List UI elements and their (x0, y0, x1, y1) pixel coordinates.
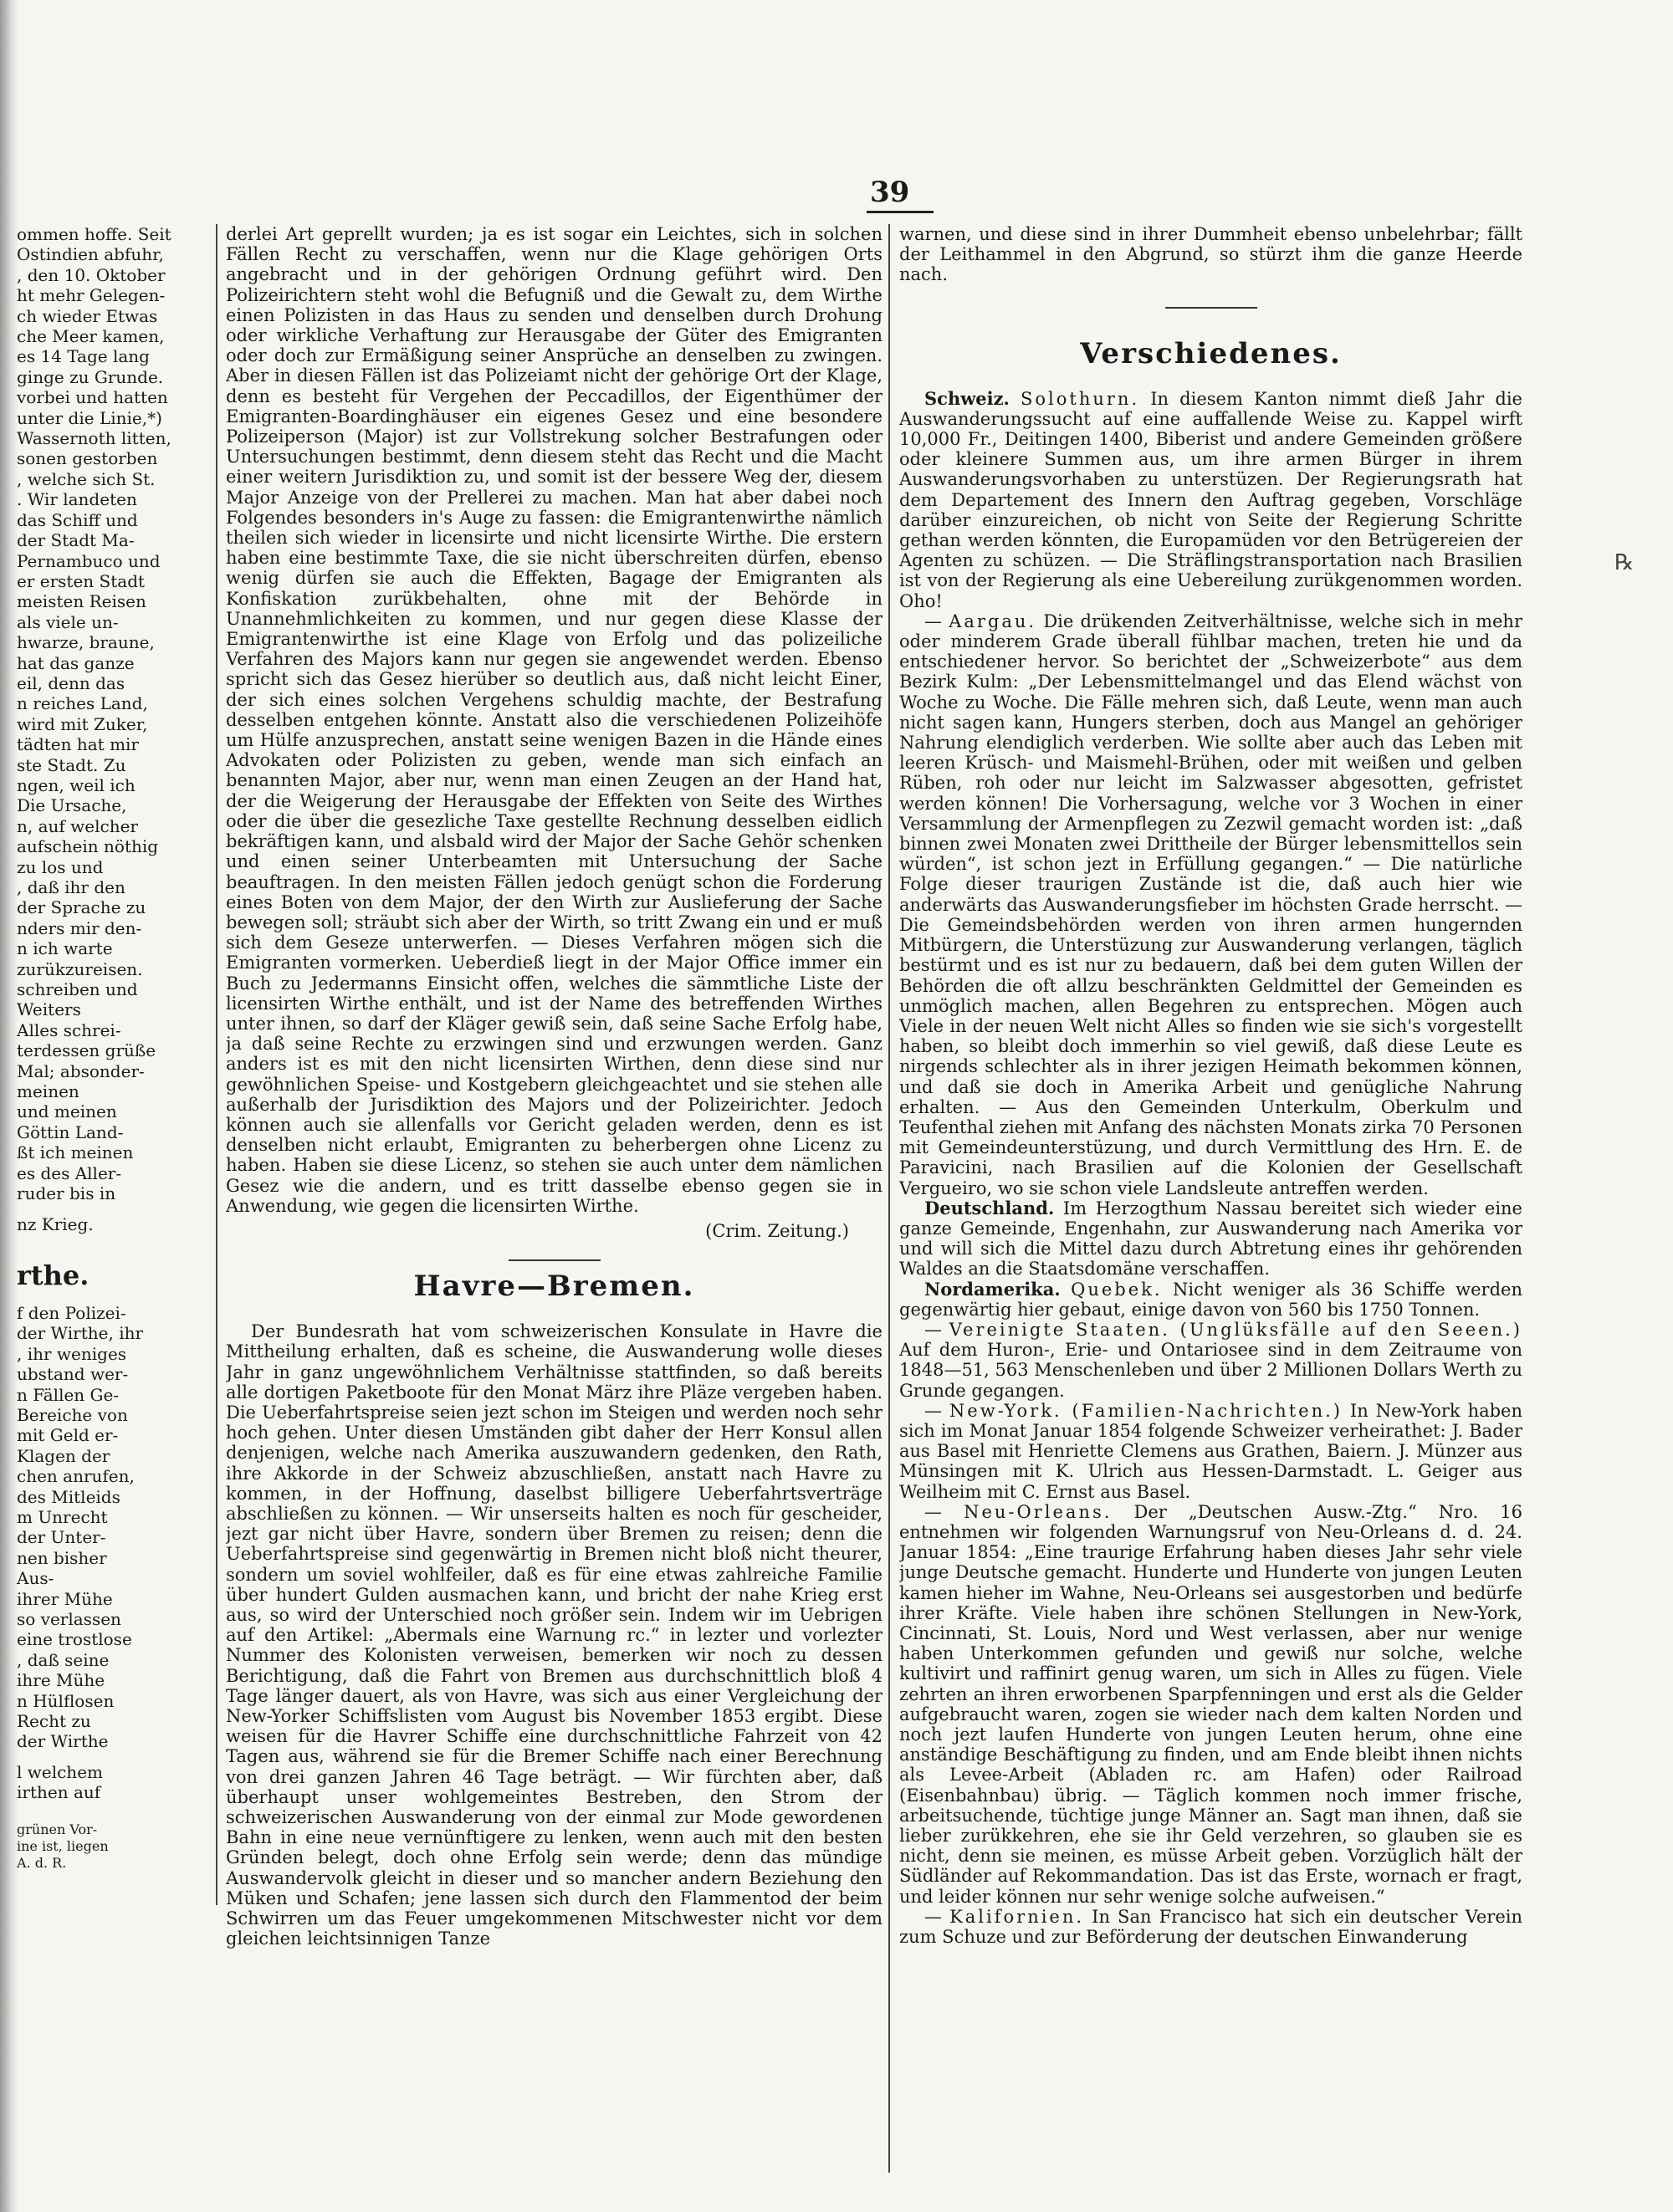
source-citation: (Crim. Zeitung.) (705, 1220, 849, 1241)
column-line: Weiters (17, 999, 81, 1020)
column-line: wird mit Zuker, (17, 713, 148, 734)
column-line: so verlassen (17, 1609, 121, 1629)
column-line: irthen auf (17, 1782, 101, 1803)
middle-top-paragraph: derlei Art geprellt wurden; ja es ist sogar ein Leichtes, sich in solchen Fällen Recht zu verschaffen, wenn nur die Klage gehörigen Orts angebracht und in der gehörigen Ordnung geführt wird. Den Polizeirichtern steht wohl die Befugniß und die Gewalt zu, dem Wirthe einen Polizisten in das Haus zu senden und denselben durch Drohung oder wirkliche Verhaftung zur Herausgabe der Güter des Emigranten oder doch zur Ermäßigung seiner Ansprüche an denselben zu zwingen. Aber in diesen Fällen ist das Polizeiamt nicht der gehörige Ort der Klage, denn es besteht für Vergehen der Peccadillos, der Eigenthümer der Emigranten-Boardinghäuser ein eigenes Gesez und eine besondere Polizeiperson (Major) ist zur Vollstrekung solcher Bestrafungen oder Untersuchungen bestimmt, denn diesem steht das Recht und die Macht einer weitern Jurisdiktion zu, und somit ist der bessere Weg der, diesem Major Anzeige von der Prellerei zu machen. Man hat aber dabei noch Folgendes besonders in's Auge zu fassen: die Emigrantenwirthe nämlich theilen sich wieder in licensirte und nicht licensirte Wirthe. Die erstern haben eine bestimmte Taxe, die sie nicht überschreiten dürfen, ebenso wenig dürfen sie auch die Effekten, Bagage der Emigranten als Konfiskation zurükbehalten, ohne mit der Behörde in Unannehmlichkeiten zu kommen, und nur gegen diese Klasse der Emigrantenwirthe ist eine Klage von Erfolg und das polizeiliche Verfahren des Majors kann nur gegen sie angewendet werden. Ebenso spricht sich das Gesez hierüber so deutlich aus, daß nicht leicht Einer, der sich eines solchen Vergehens schuldig machte, der Bestrafung desselben entgehen könnte. Anstatt also die verschiedenen Polizeihöfe um Hülfe anzusprechen, anstatt seine wenigen Bazen in die Hände eines Advokaten oder Polizisten zu geben, wende man sich einfach an benannten Major, aber nur, wenn man einen Zeugen an der Hand hat, der die Weigerung der Herausgabe der Effekten von Seite des Wirthes oder die über die gesezliche Taxe gestellte Rechnung desselben eidlich bekräftigen kann, und alsbald wird der Major der Sache Gehör schenken und einen seiner Unterbeamten mit Untersuchung der Sache beauftragen. In den meisten Fällen jedoch genügt schon die Forderung eines Boten von dem Major, der den Wirth zur Auslieferung der Sache bewegen soll; sträubt sich aber der Wirth, so tritt Zwang ein und er muß sich dem Geseze unterwerfen. — Dieses Verfahren mögen sich die Emigranten vormerken. Ueberdieß liegt in der Major Office immer ein Buch zu Jedermanns Einsicht offen, welches die sämmtliche Liste der licensirten Wirthe enthält, und ist der Name des betreffenden Wirthes unter ihnen, so darf der Kläger gewiß sein, daß seine Sache Erfolg habe, ja daß seine Rechte zu erzwingen sind und erzwungen werden. Ganz anders ist es mit den nicht licensirten Wirthen, denn diese sind nur gewöhnlichen Speise- und Kostgebern gleichgeachtet und sie stehen alle außerhalb der Jurisdiktion des Majors und der Polizeirichter. Jedoch können auch sie allenfalls vor Gericht geladen werden, denn es ist denselben nicht erlaubt, Emigranten zu beherbergen ohne Licenz zu haben. Haben sie diese Licenz, so stehen sie auch unter dem nämlichen Gesez wie die andern, und es tritt dasselbe ebenso gegen sie in Anwendung, wie gegen die licensirten Wirthe. (226, 224, 883, 1216)
column-line: Aus- (17, 1568, 54, 1589)
havre-bremen-title: Havre—Bremen. (413, 1269, 695, 1304)
column-line: hwarze, braune, (17, 632, 155, 653)
margin-mark: ℞ (1614, 550, 1635, 575)
column-line: des Mitleids (17, 1486, 120, 1507)
column-line: f den Polizei- (17, 1302, 126, 1323)
column-line: vorbei und hatten (17, 387, 168, 408)
column-line: . Wir landeten (17, 489, 137, 510)
news-schweiz-text: In diesem Kanton nimmt dieß Jahr die Auswanderungssucht auf eine auffallende Weise zu. Kappel wirft 10,000 Fr., Deitingen 1400, Biberist und andere Gemeinden größere oder kleinere Summen aus, um ihre armen Bürger in ihrem Auswanderungsvorhaben zu unterstüzen. Der Regierungsrath hat dem Departement des Innern den Auftrag gegeben, Vorschläge darüber einzureichen, ob nicht von Seite der Regierung Schritte gethan werden könnten, die Europamüden vor den Betrügereien der Agenten zu schüzen. — Die Sträflingstransportation nach Brasilien ist von der Regierung als eine Uebereilung zurükgenommen worden. Oho! (899, 388, 1522, 611)
column-line: schreiben und (17, 979, 138, 1000)
column-line: Pernambuco und (17, 550, 161, 571)
column-line: er ersten Stadt (17, 570, 146, 591)
column-line: unter die Linie,*) (17, 407, 162, 428)
column-line: chen anrufen, (17, 1466, 135, 1487)
left-top-lines (17, 224, 206, 1204)
section-divider-right (1165, 307, 1257, 309)
news-no-text: Der „Deutschen Ausw.-Ztg.“ Nro. 16 entnehmen wir folgenden Warnungsruf von Neu-Orleans d. d. 24. Januar 1854: „Eine traurige Erfahrung haben dieses Jahr sehr viele junge Deutsche gemacht. Hunderte und Hunderte von jungen Leuten kamen hieher im Wahne, Neu-Orleans sei ausgestorben und bedürfe ihrer Kräfte. Viele haben ihre schönen Stellungen in New-York, Cincinnati, St. Louis, Nord und West verlassen, aber nur wenige haben Unterkommen gefunden und gewiß nur solche, welche kultivirt und raffinirt genug waren, um sich in Alles zu fügen. Viele zehrten an ihren erworbenen Sparpfenningen und erst als die Gelder aufgebraucht waren, zogen sie wieder nach dem kalten Norden und noch jezt laufen Hunderte von jungen Leuten herum, ohne eine anständige Beschäftigung zu finden, und am Ende bleibt ihnen nichts als Levee-Arbeit (Abladen rc. am Hafen) oder Railroad (Eisenbahnbau) übrig. — Täglich kommen noch immer frische, arbeitsuchende, tüchtige junge Männer an. Sagt man ihnen, daß sie lieber zurükkehren, ehe sie ihr Geld verzehren, so glauben sie es nicht, denn sie meinen, es müsse Arbeit geben. Vorzüglich hält der Südländer auf Rekommandation. Das ist das Erste, wornach er fragt, und leider können nur sehr wenige solche aufweisen.“ (899, 1501, 1522, 1907)
column-line: A. d. R. (17, 1854, 67, 1871)
column-line: ihre Mühe (17, 1670, 105, 1691)
news-nordamerika (899, 1280, 1522, 1320)
middle-column (226, 224, 883, 2181)
column-line: ine ist, liegen (17, 1837, 109, 1854)
column-line: hat das ganze (17, 652, 135, 673)
column-line: Göttin Land- (17, 1121, 124, 1142)
right-top-paragraph: warnen, und diese sind in ihrer Dummheit ebenso unbelehrbar; fällt der Leithammel in den Abgrund, so stürzt ihm die ganze Heerde nach. (899, 224, 1522, 285)
column-line: ihrer Mühe (17, 1588, 113, 1609)
news-neu-orleans: — Neu-Orleans. Der „Deutschen Ausw.-Ztg.“ Nro. 16 entnehmen wir folgenden Warnungsruf von Neu-Orleans d. d. 24. Januar 1854: „Eine traurige Erfahrung haben dieses Jahr sehr viele junge Deutsche gemacht. Hunderte und Hunderte von jungen Leuten kamen hieher im Wahne, Neu-Orleans sei ausgestorben und bedürfe ihrer Kräfte. Viele haben ihre schönen Stellungen in New-York, Cincinnati, St. Louis, Nord und West verlassen, aber nur wenige haben Unterkommen gefunden und gewiß nur solche, welche kultivirt und raffinirt genug waren, um sich in Alles zu fügen. Viele zehrten an ihren erworbenen Sparpfenningen und erst als die Gelder aufgebraucht waren, zogen sie wieder nach dem kalten Norden und noch jezt laufen Hunderte von jungen Leuten herum, ohne eine anständige Beschäftigung zu finden, und am Ende bleibt ihnen nichts als Levee-Arbeit (Abladen rc. am Hafen) oder Railroad (Eisenbahnbau) übrig. — Täglich kommen noch immer frische, arbeitsuchende, tüchtige junge Männer an. Sagt man ihnen, daß sie lieber zurükkehren, ehe sie ihr Geld verzehren, so glauben sie es nicht, denn sie meinen, es müsse Arbeit geben. Vorzüglich hält der Südländer auf Rekommandation. Das ist das Erste, wornach er fragt, und leider können nur sehr wenige solche aufweisen.“ (899, 1501, 1522, 1907)
column-line: ruder bis in (17, 1183, 116, 1204)
column-line: ste Stadt. Zu (17, 754, 126, 775)
column-line: , ihr weniges (17, 1343, 127, 1364)
news-kalifornien: — Kalifornien. In San Francisco hat sich ein deutscher Verein zum Schuze und zur Beförderung der deutschen Einwanderung (899, 1906, 1522, 1948)
news-ny-place: New-York. (Familien-Nachrichten.) (949, 1400, 1343, 1421)
column-line: grünen Vor- (17, 1821, 98, 1837)
column-rule-right (888, 224, 890, 2173)
column-line: sonen gestorben (17, 448, 158, 469)
news-deutschland-text: Im Herzogthum Nassau bereitet sich wieder eine ganze Gemeinde, Engenhahn, zur Auswanderung nach Amerika vor und will sich die Mittel dazu durch Abtretung eines ihr gehörenden Waldes an die Staatsdomäne verschaffen. (899, 1198, 1522, 1280)
column-line: n reiches Land, (17, 693, 148, 714)
news-vs-text: Auf dem Huron-, Erie- und Ontariosee sind in dem Zeitraume von 1848—51, 563 Menschenleben und über 2 Millionen Dollars Werth zu Grunde gegangen. (899, 1340, 1522, 1401)
column-line: ommen hoffe. Seit (17, 224, 171, 244)
column-line: Ostindien abfuhr, (17, 244, 164, 265)
news-new-york: — New-York. (Familien-Nachrichten.) In New-York haben sich im Monat Januar 1854 folgende Schweizer verheirathet: J. Bader aus Basel mit Henriette Clemens aus Grathen, Baiern. J. Münzer aus Münsingen mit K. Ulrich aus Hessen-Darmstadt. L. Geiger aus Weilheim mit C. Ernst aus Basel. (899, 1400, 1522, 1502)
column-line: n Hülflosen (17, 1690, 115, 1711)
column-line: nen bisher (17, 1547, 107, 1568)
column-line: m Unrecht (17, 1506, 108, 1527)
column-line: nders mir den- (17, 917, 142, 938)
column-line: n, auf welcher (17, 815, 138, 836)
column-line: n Fällen Ge- (17, 1384, 120, 1405)
column-line: l welchem (17, 1761, 103, 1782)
verschiedenes-title: Verschiedenes. (1080, 336, 1342, 370)
left-section-title: rthe. (17, 1259, 90, 1291)
news-no-place: Neu-Orleans. (964, 1501, 1113, 1522)
column-line: es 14 Tage lang (17, 346, 150, 367)
column-line: meisten Reisen (17, 591, 146, 612)
column-line: der Wirthe, ihr (17, 1323, 144, 1344)
column-line: tädten hat mir (17, 734, 139, 755)
column-line: ht mehr Gelegen- (17, 285, 166, 306)
column-line: , daß ihr den (17, 877, 125, 897)
column-line: es des Aller- (17, 1162, 122, 1183)
column-line: Alles schrei- (17, 1019, 121, 1040)
havre-bremen-article: Der Bundesrath hat vom schweizerischen Konsulate in Havre die Mittheilung erhalten, daß es scheine, die Auswanderung wolle dieses Jahr in ganz ungewöhnlichem Verhältnisse stattfinden, so daß bereits alle dortigen Paketboote für den Monat März ihre Pläze vergeben haben. Die Ueberfahrtspreise seien jezt schon im Steigen und werden noch sehr hoch gehen. Unter diesen Umständen gibt daher der Herr Konsul allen denjenigen, welche nach Amerika auszuwandern gedenken, den Rath, ihre Akkorde in der Schweiz abzuschließen, anstatt nach Havre zu kommen, in der Hoffnung, daselbst billigere Ueberfahrtsverträge abschließen zu können. — Wir unserseits halten es noch für gescheider, jezt gar nicht über Havre, sondern über Bremen zu reisen; denn die Ueberfahrtspreise sind gegenwärtig in Bremen nicht bloß nicht theurer, sondern um soviel wohlfeiler, daß es für eine etwas zahlreiche Familie über hundert Gulden ausmachen kann, und bricht der nahe Krieg erst aus, so wird der Unterschied noch größer sein. Indem wir im Uebrigen auf den Artikel: „Abermals eine Warnung rc.“ in lezter und vorlezter Nummer des Kolonisten verweisen, bemerken wir noch zu dessen Berichtigung, daß die Fahrt von Bremen aus durchschnittlich bloß 4 Tage länger dauert, als von Havre, was sich aus einer Vergleichung der New-Yorker Schiffslisten vom August bis November 1853 ergibt. Diese weisen für die Havrer Schiffe eine durchschnittliche Fahrzeit von 42 Tagen aus, während sie für die Bremer Schiffe nach einer Berechnung von drei ganzen Jahren 46 Tage beträgt. — Wir fürchten aber, daß überhaupt unser wohlgemeintes Bestreben, den Strom der schweizerischen Auswanderung von der einmal zur Mode gewordenen Bahn in eine neue vernünftigere zu lenken, wenn auch mit den besten Gründen belegt, doch ohne Erfolg sein werde; denn das mündige Auswandervolk gleicht in dieser und so mancher andern Beziehung den Müken und Schafen; jene lassen sich durch den Flammentod der beim Schwirren um das Feuer umgekommenen Mitschwester nicht vor dem gleichen leichtsinnigen Tanze (226, 1321, 883, 1949)
page-number: 39 (870, 176, 910, 209)
page-number-rule (867, 211, 934, 213)
column-line: der Wirthe (17, 1731, 109, 1752)
column-line: und meinen (17, 1101, 117, 1122)
news-nordamerika-place: Quebek. (1071, 1279, 1163, 1300)
column-line: Bereiche von (17, 1404, 128, 1425)
column-line: , daß seine (17, 1649, 110, 1670)
news-ka-text: In San Francisco hat sich ein deutscher Verein zum Schuze und zur Beförderung der deutschen Einwanderung (899, 1906, 1522, 1948)
news-deutschland-lead: Deutschland. (924, 1197, 1055, 1218)
column-line: mit Geld er- (17, 1425, 119, 1446)
left-column-fragment (17, 224, 206, 1872)
column-line: das Schiff und (17, 509, 138, 530)
column-line: , welche sich St. (17, 468, 156, 489)
column-line: ngen, weil ich (17, 774, 136, 795)
left-end-lines (17, 1762, 206, 1803)
news-schweiz-place: Solothurn. (1021, 388, 1140, 409)
news-nordamerika-lead: Nordamerika. (924, 1278, 1061, 1300)
column-line: der Unter- (17, 1527, 106, 1548)
column-line: terdessen grüße (17, 1040, 156, 1061)
left-footnote-lines (17, 1821, 206, 1872)
column-line: ßt ich meinen (17, 1142, 134, 1163)
column-line: Klagen der (17, 1445, 110, 1466)
column-rule-left (216, 224, 217, 1905)
news-schweiz-lead: Schweiz. (924, 387, 1010, 409)
column-line: Recht zu (17, 1711, 91, 1732)
column-line: zu los und (17, 856, 104, 877)
column-line: als viele un- (17, 611, 119, 632)
column-line: eine trostlose (17, 1629, 132, 1650)
column-line: zurükzureisen. (17, 958, 143, 979)
left-bottom-lines (17, 1303, 206, 1752)
column-line: meinen (17, 1081, 79, 1102)
left-krieg-line: nz Krieg. (17, 1213, 94, 1234)
column-line: , den 10. Oktober (17, 264, 166, 285)
column-line: der Sprache zu (17, 897, 146, 918)
column-line: eil, denn das (17, 672, 125, 693)
news-schweiz (899, 389, 1522, 611)
column-line: Die Ursache, (17, 795, 127, 816)
section-divider (509, 1259, 601, 1261)
column-line: n ich warte (17, 938, 113, 959)
column-line: ginge zu Grunde. (17, 366, 164, 387)
news-nordamerika-text: Nicht weniger als 36 Schiffe werden gegenwärtig hier gebaut, einige davon von 560 bis 1750 Tonnen. (899, 1279, 1522, 1320)
column-line: Wassernoth litten, (17, 428, 171, 449)
news-ka-place: Kalifornien. (949, 1906, 1085, 1927)
news-aargau: — Aargau. Die drükenden Zeitverhältnisse, welche sich in mehr oder minderem Grade überall fühlbar machen, treten hie und da entschiedener hervor. So berichtet der „Schweizerbote“ aus dem Bezirk Kulm: „Der Lebensmittelmangel und das Elend wächst von Woche zu Woche. Die Fälle mehren sich, daß Leute, wenn man auch nicht sagen kann, Hungers sterben, doch aus Mangel an gehöriger Nahrung elendiglich verderben. Wie sollte aber auch das Leben mit leeren Krüsch- und Maismehl-Brühen, oder mit weißen und gelben Rüben, roh oder nur leicht im Salzwasser abgesotten, gefristet werden können! Die Vorhersagung, welche vor 3 Wochen in einer Versammlung der Armenpflegen zu Zezwil gemacht worden ist: „daß binnen zwei Monaten zwei Drittheile der Bürger lebensmittellos sein würden“, ist schon jezt in Erfüllung gegangen.“ — Die natürliche Folge dieser traurigen Zustände ist die, daß auch hier wie anderwärts das Auswanderungsfieber im höchsten Grade herrscht. — Die Gemeindsbehörden werden von ihren armen hungernden Mitbürgern, die Unterstüzung zur Auswanderung verlangen, täglich bestürmt und es ist nur zu bedauern, daß bei dem guten Willen der Behörden die oft allzu beschränkten Geldmittel der Gemeinden es unmöglich machen, allen Begehren zu entsprechen. Mögen auch Viele in der neuen Welt nicht Alles so finden wie sie sich's vorgestellt haben, so bleibt doch immerhin so viel gewiß, daß diese Leute es nirgends schlechter als in ihrer jezigen Heimath bekommen können, und daß sie doch in Amerika Arbeit und genügliche Nahrung erhalten. — Aus den Gemeinden Unterkulm, Oberkulm und Teufenthal ziehen mit Anfang des nächsten Monats zirka 70 Personen mit Gemeindeunterstüzung, und durch Vermittlung des Hrn. E. de Paravicini, nach Brasilien auf die Kolonien der Gesellschaft Vergueiro, wo sie schon viele Landsleute antreffen werden. (899, 610, 1522, 1198)
column-line: Mal; absonder- (17, 1060, 145, 1081)
news-ny-text: In New-York haben sich im Monat Januar 1854 folgende Schweizer verheirathet: J. Bader aus Basel mit Henriette Clemens aus Grathen, Baiern. J. Münzer aus Münsingen mit K. Ulrich aus Hessen-Darmstadt. L. Geiger aus Weilheim mit C. Ernst aus Basel. (899, 1400, 1522, 1502)
page-edge-shadow (0, 0, 18, 2212)
column-line: ubstand wer- (17, 1364, 129, 1385)
right-column (899, 224, 1522, 2164)
column-line: che Meer kamen, (17, 326, 165, 347)
column-line: der Stadt Ma- (17, 530, 135, 551)
news-aargau-place: Aargau. (949, 610, 1037, 631)
column-line: aufschein nöthig (17, 836, 159, 857)
news-deutschland (899, 1198, 1522, 1280)
news-vs-place: Vereinigte Staaten. (Unglüksfälle auf den Seeen.) (949, 1319, 1522, 1340)
column-line: ch wieder Etwas (17, 305, 158, 326)
news-aargau-text: Die drükenden Zeitverhältnisse, welche sich in mehr oder minderem Grade überall fühlbar machen, treten hie und da entschiedener hervor. So berichtet der „Schweizerbote“ aus dem Bezirk Kulm: „Der Lebensmittelmangel und das Elend wächst von Woche zu Woche. Die Fälle mehren sich, daß Leute, wenn man auch nicht sagen kann, Hungers sterben, doch aus Mangel an gehöriger Nahrung elendiglich verderben. Wie sollte aber auch das Leben mit leeren Krüsch- und Maismehl-Brühen, oder mit weißen und gelben Rüben, roh oder nur leicht im Salzwasser abgesotten, gefristet werden können! Die Vorhersagung, welche vor 3 Wochen in einer Versammlung der Armenpflegen zu Zezwil gemacht worden ist: „daß binnen zwei Monaten zwei Drittheile der Bürger lebensmittellos sein würden“, ist schon jezt in Erfüllung gegangen.“ — Die natürliche Folge dieser traurigen Zustände ist die, daß auch hier wie anderwärts das Auswanderungsfieber im höchsten Grade herrscht. — Die Gemeindsbehörden werden von ihren armen hungernden Mitbürgern, die Unterstüzung zur Auswanderung verlangen, täglich bestürmt und es ist nur zu bedauern, daß bei dem guten Willen der Behörden die oft allzu beschränkten Geldmittel der Gemeinden es unmöglich machen, allen Begehren zu entsprechen. Mögen auch Viele in der neuen Welt nicht Alles so finden wie sie sich's vorgestellt haben, so bleibt doch immerhin so viel gewiß, daß diese Leute es nirgends schlechter als in ihrer jezigen Heimath bekommen können, und daß sie doch in Amerika Arbeit und genügliche Nahrung erhalten. — Aus den Gemeinden Unterkulm, Oberkulm und Teufenthal ziehen mit Anfang des nächsten Monats zirka 70 Personen mit Gemeindeunterstüzung, und durch Vermittlung des Hrn. E. de Paravicini, nach Brasilien auf die Kolonien der Gesellschaft Vergueiro, wo sie schon viele Landsleute antreffen werden. (899, 610, 1522, 1198)
news-vereinigte-staaten: — Vereinigte Staaten. (Unglüksfälle auf den Seeen.) Auf dem Huron-, Erie- und Ontariosee sind in dem Zeitraume von 1848—51, 563 Menschenleben und über 2 Millionen Dollars Werth zu Grunde gegangen. (899, 1319, 1522, 1401)
